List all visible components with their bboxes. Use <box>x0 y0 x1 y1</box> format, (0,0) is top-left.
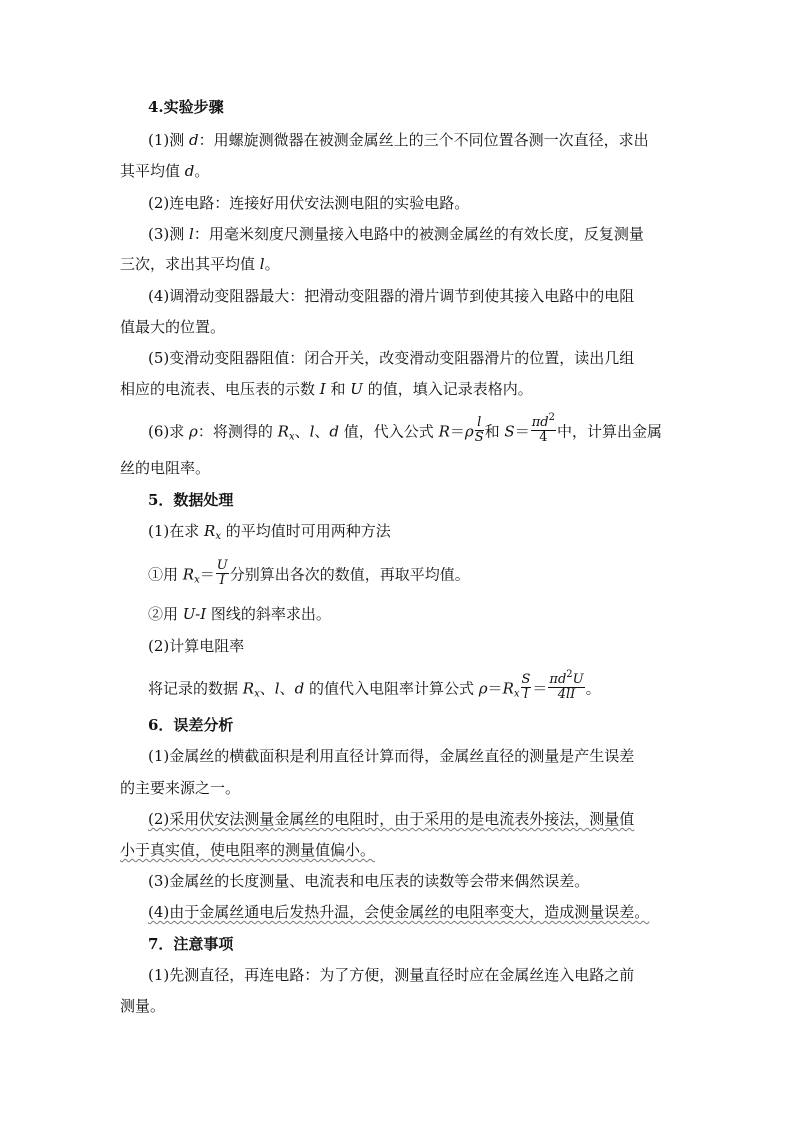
step-6-line-1: (6)求 ρ：将测得的 $R_x$、l、d 值，代入公式 R＝ρ $\frac{l}{S}$ 和 S＝ $\frac{\pi d^2}{4}$ 中，计算出金属 <box>148 412 662 445</box>
resistivity-formula: 将记录的数据 $R_x$、l、d 的值代入电阻率计算公式 $\rho=R_x$ $\frac{S}{l}$ ＝ $\frac{\pi d^2U}{4lI}$ 。 <box>148 669 601 702</box>
step-5-line-1: (5)变滑动变阻器阻值：闭合开关，改变滑动变阻器滑片的位置，读出几组 <box>148 349 635 367</box>
error-2-line-2: 小于真实值，使电阻率的测量值偏小。 <box>120 841 376 859</box>
note-1-line-1: (1)先测直径，再连电路：为了方便，测量直径时应在金属丝连入电路之前 <box>148 966 635 984</box>
data-proc-2: (2)计算电阻率 <box>148 637 245 655</box>
step-4-line-2: 值最大的位置。 <box>120 318 226 336</box>
note-1-line-2: 测量。 <box>120 997 166 1015</box>
section-4-title: 4.实验步骤 <box>148 98 224 116</box>
error-4: (4)由于金属丝通电后发热升温，会使金属丝的电阻率变大，造成测量误差。 <box>148 903 650 921</box>
fraction-s-over-l: $\frac{S}{l}$ <box>521 672 531 702</box>
error-1-line-2: 的主要来源之一。 <box>120 779 241 797</box>
fraction-area: $\frac{\pi d^2}{4}$ <box>531 412 555 445</box>
step-1-line-2: 其平均值 d。 <box>120 162 210 180</box>
data-proc-method-1: ①用 $R_x=$ $\frac{U}{I}$ 分别算出各次的数值，再取平均值。 <box>148 558 470 588</box>
section-6-title: 6．误差分析 <box>148 716 234 734</box>
step-1-line-1: (1)测 d：用螺旋测微器在被测金属丝上的三个不同位置各测一次直径，求出 <box>148 131 649 149</box>
section-7-title: 7．注意事项 <box>148 935 234 953</box>
fraction-u-over-i: $\frac{U}{I}$ <box>216 558 228 588</box>
step-4-line-1: (4)调滑动变阻器最大：把滑动变阻器的滑片调节到使其接入电路中的电阻 <box>148 287 635 305</box>
data-proc-1: (1)在求 $R_x$ 的平均值时可用两种方法 <box>148 522 391 542</box>
error-3: (3)金属丝的长度测量、电流表和电压表的读数等会带来偶然误差。 <box>148 872 590 890</box>
error-1-line-1: (1)金属丝的横截面积是利用直径计算而得，金属丝直径的测量是产生误差 <box>148 747 635 765</box>
step-6-line-2: 丝的电阻率。 <box>120 459 211 477</box>
error-2-line-1: (2)采用伏安法测量金属丝的电阻时，由于采用的是电流表外接法，测量值 <box>148 810 635 828</box>
section-5-title: 5．数据处理 <box>148 491 234 509</box>
step-3-line-2: 三次，求出其平均值 l。 <box>120 255 280 273</box>
step-3-line-1: (3)测 l：用毫米刻度尺测量接入电路中的被测金属丝的有效长度，反复测量 <box>148 225 644 243</box>
data-proc-method-2: ②用 U-I 图线的斜率求出。 <box>148 605 331 623</box>
fraction-l-over-s: $\frac{l}{S}$ <box>474 415 484 445</box>
fraction-resistivity: $\frac{\pi d^2U}{4lI}$ <box>549 669 584 702</box>
step-2: (2)连电路：连接好用伏安法测电阻的实验电路。 <box>148 194 470 212</box>
step-5-line-2: 相应的电流表、电压表的示数 I 和 U 的值，填入记录表格内。 <box>120 380 533 398</box>
